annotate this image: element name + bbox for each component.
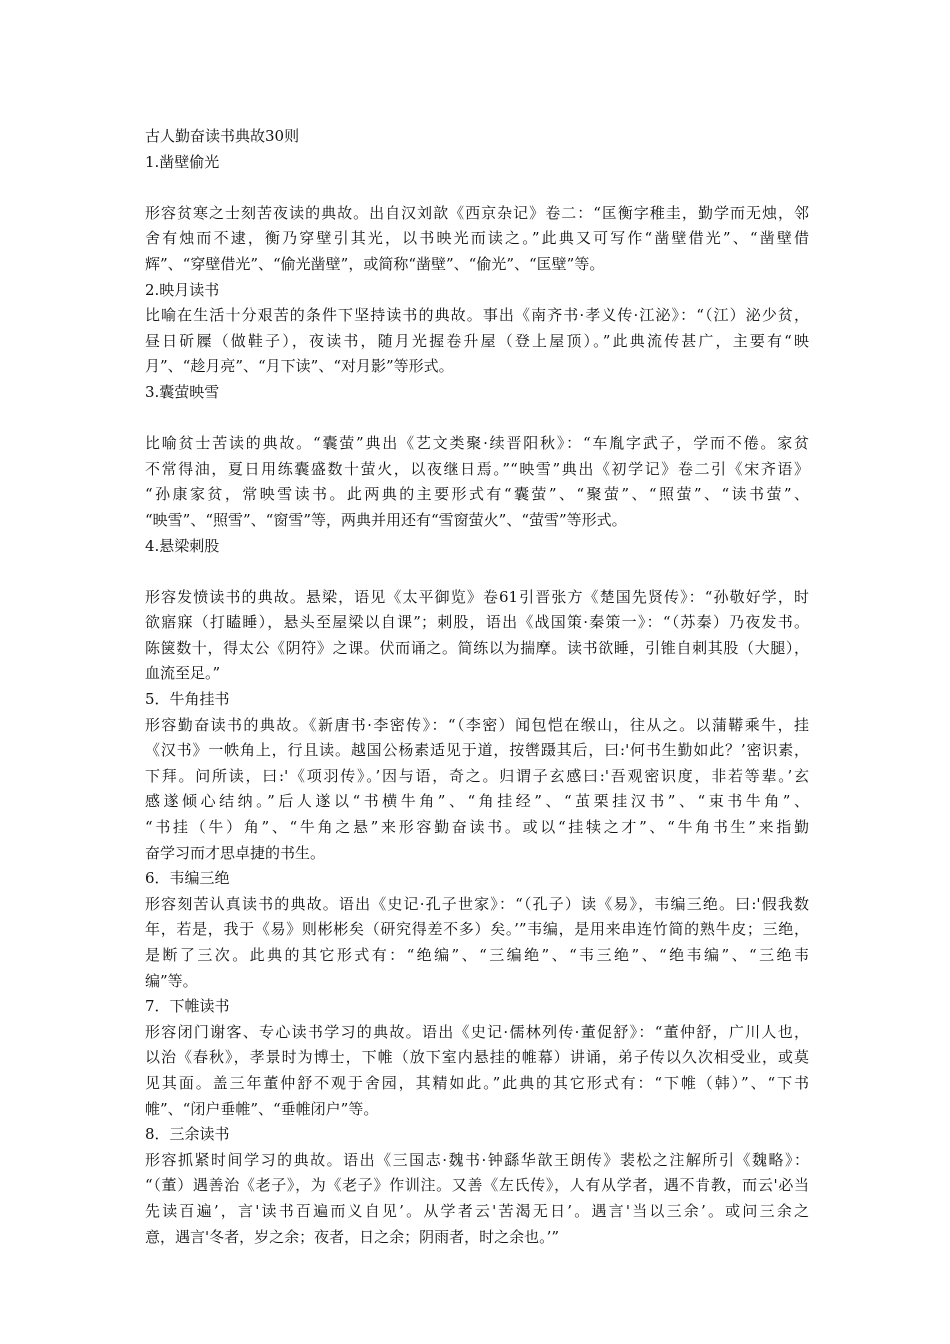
body-line: 感遂倾心结纳。”后人遂以“书横牛角”、“角挂经”、“茧栗挂汉书”、“束书牛角”、	[145, 792, 809, 811]
sections-container	[145, 150, 809, 1251]
body-line: 先读百遍’，言'读书百遍而义自见’。从学者云'苦渴无日’。遇言'当以三余’。或问三余之	[145, 1201, 809, 1220]
body-line: “映雪”、“照雪”、“窗雪”等，两典并用还有“雪窗萤火”、“萤雪”等形式。	[145, 510, 627, 529]
section	[145, 994, 809, 1122]
section	[145, 534, 809, 688]
body-line: “（董）遇善治《老子》，为《老子》作训注。又善《左氏传》，人有从学者，遇不肯教，而云'必当	[145, 1176, 809, 1195]
section-heading: 6．韦编三绝	[145, 869, 230, 888]
section	[145, 150, 809, 278]
body-line: “孙康家贫，常映雪读书。此两典的主要形式有“囊萤”、“聚萤”、“照萤”、“读书萤”、	[145, 485, 809, 504]
document-page	[145, 124, 809, 1250]
section-heading: 1.凿壁偷光	[145, 152, 220, 171]
body-line: 《汉书》一帙角上，行且读。越国公杨素适见于道，按辔蹑其后，曰:'何书生勤如此？’密识素，	[145, 741, 809, 760]
section-body	[145, 1148, 809, 1250]
body-line: 下拜。问所读，曰:'《项羽传》。’因与语，奇之。归谓子玄感曰:'吾观密识度，非若等辈。’玄	[145, 766, 809, 785]
body-line: 年，若是，我于《易》则彬彬矣（研究得差不多）矣。’”韦编，是用来串连竹简的熟牛皮；三绝，	[145, 920, 809, 939]
blank-line	[145, 406, 809, 432]
section-body	[145, 201, 809, 278]
body-line: 编”等。	[145, 971, 198, 990]
body-line: 形容勤奋读书的典故。《新唐书·李密传》：“（李密）闻包恺在缑山，往从之。以蒲鞯乘牛，挂	[145, 715, 809, 734]
body-line: 是断了三次。此典的其它形式有：“绝编”、“三编绝”、“韦三绝”、“绝韦编”、“三绝韦	[145, 946, 809, 964]
document-title: 古人勤奋读书典故30则	[145, 127, 300, 145]
body-line: 昼日斫屧（做鞋子），夜读书，随月光握卷升屋（登上屋顶）。”此典流传甚广，主要有“映	[145, 331, 809, 350]
section-body	[145, 713, 809, 867]
body-line: 比喻在生活十分艰苦的条件下坚持读书的典故。事出《南齐书·孝义传·江泌》：“（江）泌少贫，	[145, 306, 809, 325]
body-line: 形容贫寒之士刻苦夜读的典故。出自汉刘歆《西京杂记》卷二：“匡衡字稚圭，勤学而无烛，邻	[145, 203, 809, 222]
section-body	[145, 303, 809, 380]
section	[145, 866, 809, 994]
body-line: 不常得油，夏日用练囊盛数十萤火，以夜继日焉。”“映雪”典出《初学记》卷二引《宋齐语》	[145, 459, 809, 478]
section-heading: 3.囊萤映雪	[145, 382, 220, 401]
section	[145, 1122, 809, 1250]
body-line: 月”、“趁月亮”、“月下读”、“对月影”等形式。	[145, 357, 454, 376]
blank-line	[145, 559, 809, 585]
body-line: 陈箧数十，得太公《阴符》之课。伏而诵之。简练以为揣摩。读书欲睡，引锥自刺其股（大腿），	[145, 638, 809, 657]
body-line: 比喻贫士苦读的典故。“囊萤”典出《艺文类聚·续晋阳秋》：“车胤字武子，学而不倦。家贫	[145, 434, 809, 453]
section-heading: 5．牛角挂书	[145, 690, 230, 709]
body-line: 舍有烛而不逮，衡乃穿壁引其光，以书映光而读之。”此典又可写作“凿壁借光”、“凿壁借	[145, 229, 809, 248]
section	[145, 278, 809, 380]
body-line: 形容发愤读书的典故。悬梁，语见《太平御览》卷61引晋张方《楚国先贤传》：“孙敬好学，时	[145, 587, 809, 606]
section	[145, 687, 809, 866]
section-body	[145, 892, 809, 994]
section-body	[145, 1020, 809, 1122]
section-body	[145, 431, 809, 533]
body-line: 帷”、“闭户垂帷”、“垂帷闭户”等。	[145, 1099, 379, 1118]
body-line: 辉”、“穿壁借光”、“偷光凿壁”，或简称“凿壁”、“偷光”、“匡壁”等。	[145, 254, 605, 273]
section-heading: 4.悬梁刺股	[145, 536, 220, 555]
body-line: 以治《春秋》，孝景时为博士，下帷（放下室内悬挂的帷幕）讲诵，弟子传以久次相受业，或莫	[145, 1048, 809, 1067]
body-line: 形容抓紧时间学习的典故。语出《三国志·魏书·钟繇华歆王朗传》裴松之注解所引《魏略》：	[145, 1150, 809, 1169]
body-line: 奋学习而才思卓捷的书生。	[145, 843, 326, 862]
body-line: “书挂（牛）角”、“牛角之悬”来形容勤奋读书。或以“挂犊之才”、“牛角书生”来指勤	[145, 818, 809, 837]
body-line: 意，遇言'冬者，岁之余；夜者，日之余；阴雨者，时之余也。’”	[145, 1227, 560, 1246]
body-line: 形容刻苦认真读书的典故。语出《史记·孔子世家》：“（孔子）读《易》，韦编三绝。曰:'假我数	[145, 894, 809, 913]
section	[145, 380, 809, 534]
blank-line	[145, 175, 809, 201]
body-line: 见其面。盖三年董仲舒不观于舍园，其精如此。”此典的其它形式有：“下帷（韩）”、“下书	[145, 1073, 809, 1092]
section-body	[145, 585, 809, 687]
section-heading: 2.映月读书	[145, 280, 220, 299]
body-line: 欲寤寐（打瞌睡），悬头至屋梁以自课”；刺股，语出《战国策·秦策一》：“（苏秦）乃夜发书。	[145, 613, 809, 632]
section-heading: 7．下帷读书	[145, 997, 230, 1016]
body-line: 形容闭门谢客、专心读书学习的典故。语出《史记·儒林列传·董促舒》：“董仲舒，广川人也，	[145, 1022, 809, 1041]
body-line: 血流至足。”	[145, 664, 221, 683]
section-heading: 8．三余读书	[145, 1125, 230, 1144]
